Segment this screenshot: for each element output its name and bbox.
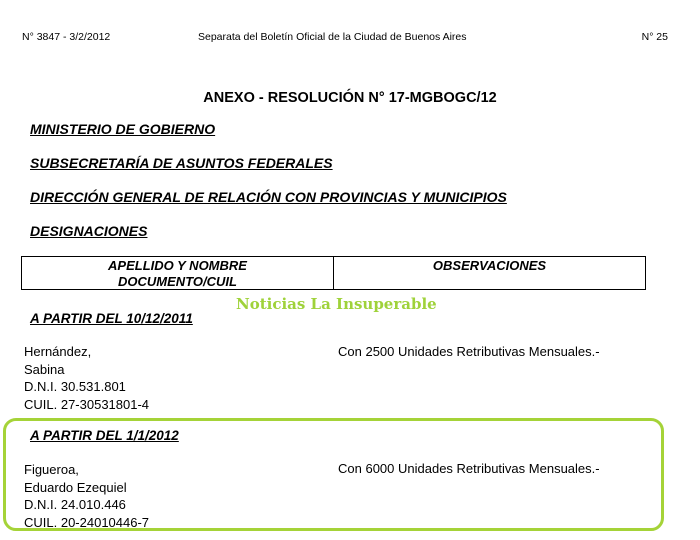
annex-title: ANEXO - RESOLUCIÓN N° 17-MGBOGC/12 bbox=[203, 90, 497, 106]
person-surname: Hernández, bbox=[24, 344, 92, 359]
person-dni: D.N.I. 24.010.446 bbox=[24, 497, 126, 512]
entry-date-label: A PARTIR DEL 1/1/2012 bbox=[30, 428, 179, 443]
entry-date-label: A PARTIR DEL 10/12/2011 bbox=[30, 311, 193, 326]
person-dni: D.N.I. 30.531.801 bbox=[24, 379, 126, 394]
name-column-line1: APELLIDO Y NOMBRE bbox=[108, 258, 247, 273]
person-cuil: CUIL. 20-24010446-7 bbox=[24, 514, 150, 530]
person-given-name: Eduardo Ezequiel bbox=[24, 479, 127, 495]
name-column-header bbox=[22, 257, 334, 289]
person-record bbox=[24, 343, 149, 413]
name-column-line2: DOCUMENTO/CUIL bbox=[118, 274, 237, 289]
section-appointments: DESIGNACIONES bbox=[30, 223, 148, 239]
table-header bbox=[21, 256, 646, 290]
section-ministry: MINISTERIO DE GOBIERNO bbox=[30, 121, 216, 137]
person-cuil: CUIL. 27-30531801-4 bbox=[24, 396, 150, 412]
person-observation: Con 2500 Unidades Retributivas Mensuales.- bbox=[338, 344, 600, 359]
section-undersecretariat: SUBSECRETARÍA DE ASUNTOS FEDERALES bbox=[30, 155, 333, 171]
watermark-text: Noticias La Insuperable bbox=[236, 295, 437, 313]
person-surname: Figueroa, bbox=[24, 462, 79, 477]
person-given-name: Sabina bbox=[24, 361, 65, 377]
section-directorate: DIRECCIÓN GENERAL DE RELACIÓN CON PROVINCIAS Y MUNICIPIOS bbox=[30, 189, 507, 205]
issue-number: N° 3847 - 3/2/2012 bbox=[22, 31, 111, 43]
observations-column-header: OBSERVACIONES bbox=[432, 258, 547, 273]
publication-name: Separata del Boletín Oficial de la Ciudad de Buenos Aires bbox=[198, 31, 467, 43]
person-observation: Con 6000 Unidades Retributivas Mensuales.- bbox=[338, 461, 600, 476]
person-record bbox=[24, 461, 149, 531]
page-number: N° 25 bbox=[641, 31, 668, 43]
